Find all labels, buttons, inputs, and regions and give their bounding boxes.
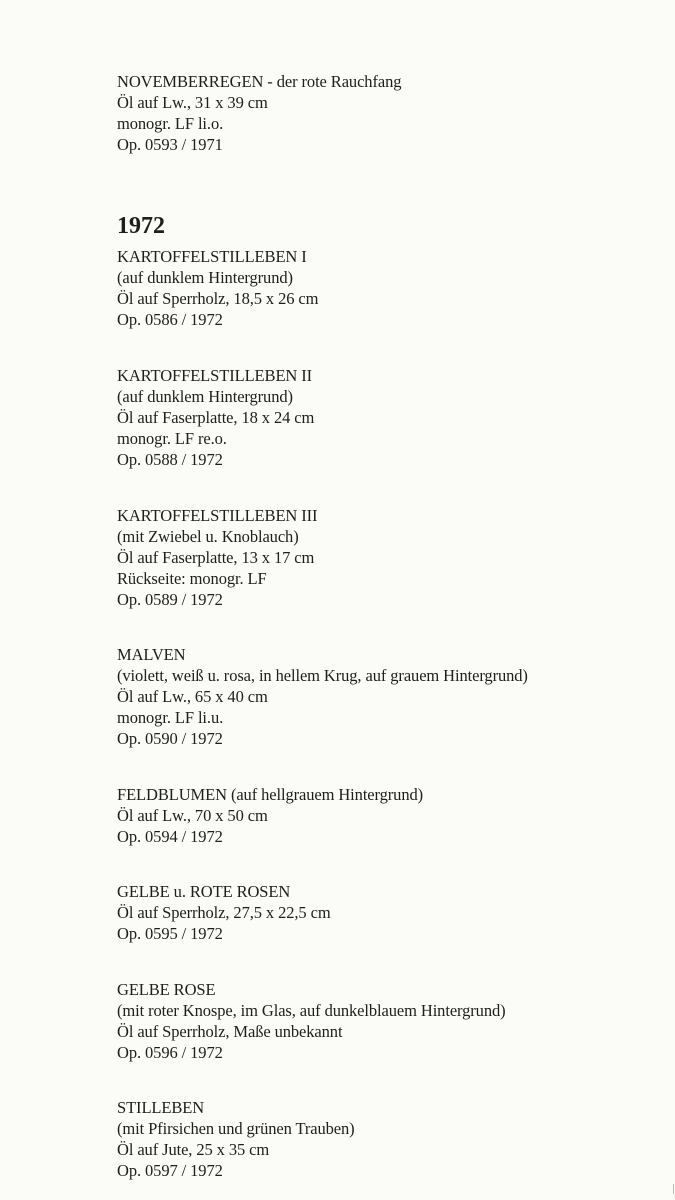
catalog-entry-stilleben: [117, 1097, 657, 1181]
entry-signature: Rückseite: monogr. LF: [117, 569, 267, 588]
entry-opus: Op. 0594 / 1972: [117, 827, 223, 846]
entry-description: (auf dunklem Hintergrund): [117, 268, 293, 287]
catalog-entry-malven: [117, 644, 657, 749]
entry-signature: monogr. LF re.o.: [117, 429, 227, 448]
entry-title: FELDBLUMEN (auf hellgrauem Hintergrund): [117, 785, 424, 804]
entry-title: GELBE ROSE: [117, 980, 216, 999]
entry-opus: Op. 0593 / 1971: [117, 135, 223, 154]
catalog-entry-kartoffelstilleben-2: [117, 365, 657, 470]
entry-medium: Öl auf Jute, 25 x 35 cm: [117, 1140, 270, 1159]
entry-title: KARTOFFELSTILLEBEN I: [117, 247, 307, 266]
entry-title: KARTOFFELSTILLEBEN III: [117, 506, 318, 525]
entry-opus: Op. 0595 / 1972: [117, 924, 223, 943]
entry-signature: monogr. LF li.u.: [117, 708, 224, 727]
entry-title: KARTOFFELSTILLEBEN II: [117, 366, 313, 385]
entry-description: (mit roter Knospe, im Glas, auf dunkelblauem Hintergrund): [117, 1001, 506, 1020]
entry-description: (mit Zwiebel u. Knoblauch): [117, 527, 299, 546]
entry-medium: Öl auf Sperrholz, Maße unbekannt: [117, 1022, 343, 1041]
entry-medium: Öl auf Lw., 31 x 39 cm: [117, 93, 268, 112]
entry-medium: Öl auf Lw., 70 x 50 cm: [117, 806, 268, 825]
entry-opus: Op. 0597 / 1972: [117, 1161, 223, 1180]
entry-opus: Op. 0589 / 1972: [117, 590, 223, 609]
catalog-entry-gelbe-rose: [117, 979, 657, 1063]
entry-description: (mit Pfirsichen und grünen Trauben): [117, 1119, 355, 1138]
entry-opus: Op. 0590 / 1972: [117, 729, 223, 748]
catalog-entry-gelbe-u-rote-rosen: [117, 881, 657, 944]
entry-description: (violett, weiß u. rosa, in hellem Krug, auf grauem Hintergrund): [117, 666, 528, 685]
entry-medium: Öl auf Lw., 65 x 40 cm: [117, 687, 268, 706]
entry-opus: Op. 0588 / 1972: [117, 450, 223, 469]
entry-title: STILLEBEN: [117, 1098, 205, 1117]
entry-opus: Op. 0596 / 1972: [117, 1043, 223, 1062]
entry-opus: Op. 0586 / 1972: [117, 310, 223, 329]
entry-medium: Öl auf Faserplatte, 13 x 17 cm: [117, 548, 315, 567]
entry-title: NOVEMBERREGEN - der rote Rauchfang: [117, 72, 402, 91]
entry-signature: monogr. LF li.o.: [117, 114, 224, 133]
catalog-entry-novemberregen: [117, 71, 657, 155]
catalog-entry-kartoffelstilleben-1: [117, 246, 657, 330]
entry-medium: Öl auf Sperrholz, 18,5 x 26 cm: [117, 289, 319, 308]
year-heading: 1972: [117, 213, 165, 239]
scan-edge-mark: [673, 1184, 674, 1194]
entry-medium: Öl auf Sperrholz, 27,5 x 22,5 cm: [117, 903, 331, 922]
catalog-entry-feldblumen: [117, 784, 657, 847]
entry-title: MALVEN: [117, 645, 186, 664]
catalog-entry-kartoffelstilleben-3: [117, 505, 657, 610]
entry-description: (auf dunklem Hintergrund): [117, 387, 293, 406]
entry-title: GELBE u. ROTE ROSEN: [117, 882, 291, 901]
entry-medium: Öl auf Faserplatte, 18 x 24 cm: [117, 408, 315, 427]
